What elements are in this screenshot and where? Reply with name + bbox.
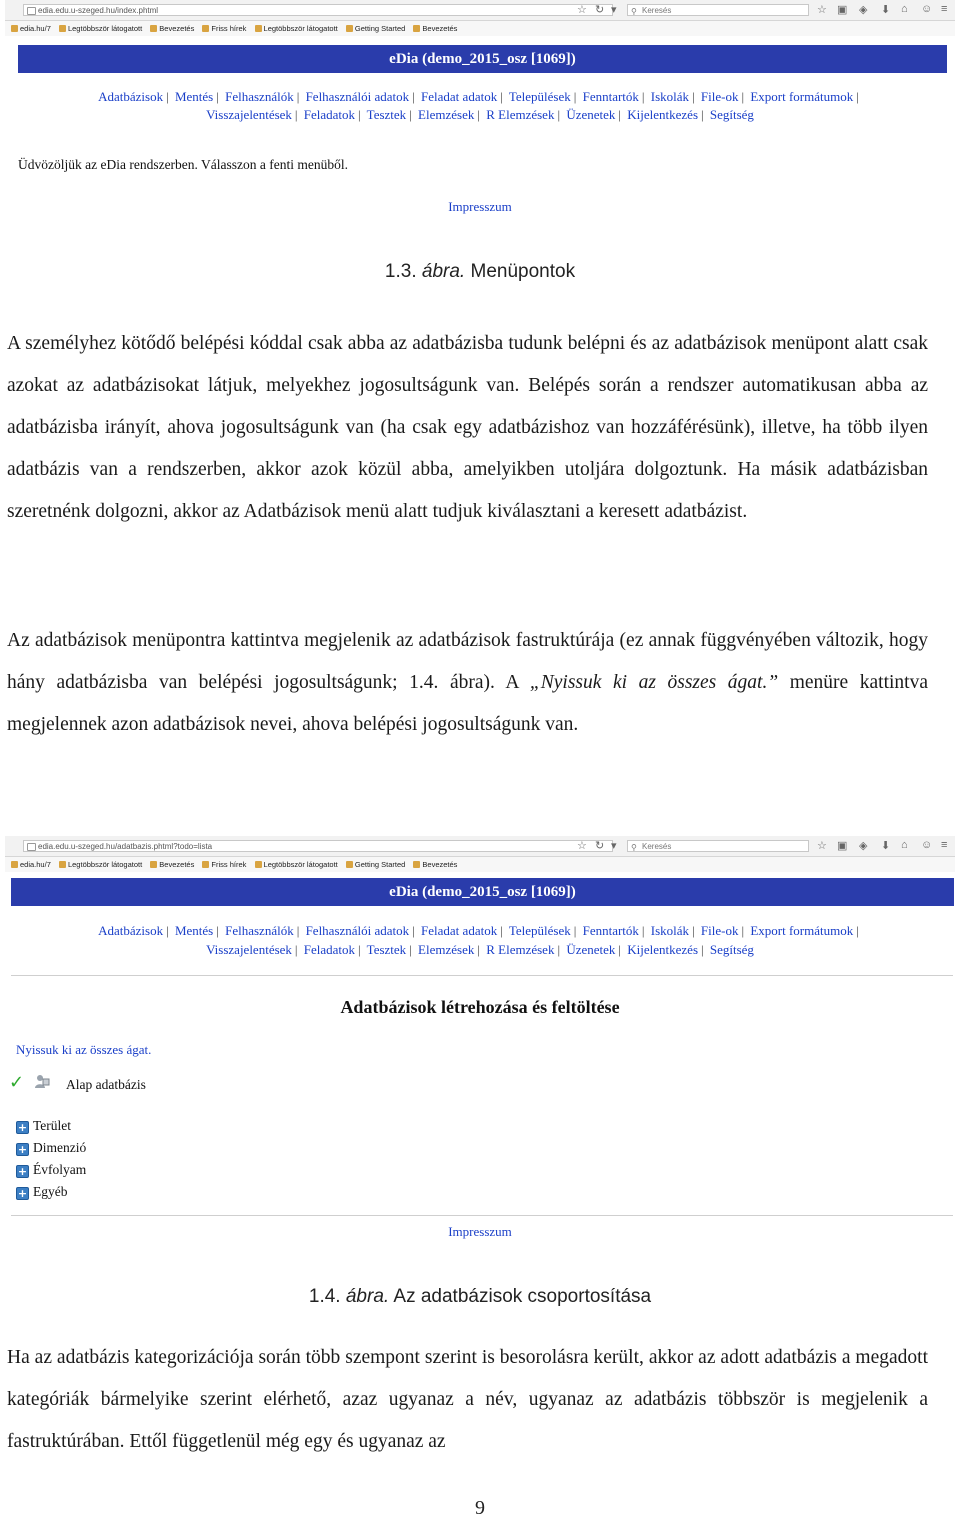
tree-node-egyeb[interactable] bbox=[16, 1184, 68, 1200]
menu-adatbazisok[interactable]: Adatbázisok bbox=[98, 923, 164, 938]
bookmark-item[interactable]: edia.hu/7 bbox=[11, 857, 51, 872]
bookmark-item[interactable]: Legtöbbször látogatott bbox=[59, 857, 142, 872]
menu-elemzesek[interactable]: Elemzések bbox=[418, 942, 475, 957]
bookmark-item[interactable]: Legtöbbször látogatott bbox=[255, 857, 338, 872]
home-icon[interactable]: ⌂ bbox=[901, 3, 908, 15]
menu-felhasznaloi-adatok[interactable]: Felhasználói adatok bbox=[305, 89, 410, 104]
menu-feladatok[interactable]: Feladatok bbox=[303, 107, 356, 122]
menu-kijelentkezes[interactable]: Kijelentkezés bbox=[627, 942, 699, 957]
caption-text: Menüpontok bbox=[470, 261, 576, 282]
figure-caption-1-3 bbox=[0, 261, 960, 283]
menu-iskolak[interactable]: Iskolák bbox=[650, 89, 690, 104]
menu-export-formatumok[interactable]: Export formátumok bbox=[750, 89, 854, 104]
app-title: eDia (demo_2015_osz [1069]) bbox=[389, 884, 576, 900]
bookmark-item[interactable]: Bevezetés bbox=[150, 857, 194, 872]
menu-mentes[interactable]: Mentés bbox=[174, 89, 214, 104]
search-input[interactable] bbox=[627, 840, 809, 852]
paragraph-2 bbox=[7, 620, 928, 746]
check-icon[interactable]: ✓ bbox=[9, 1072, 25, 1093]
search-input[interactable] bbox=[627, 4, 809, 16]
caption-number: 1.4. bbox=[308, 1286, 341, 1307]
bookmark-item[interactable]: Bevezetés bbox=[413, 857, 457, 872]
paragraph-2-part-1: Az adatbázisok menüpontra kattintva megjelenik az adatbázisok fastruktúrája (ez annak függvényében változik, hogy hány adatbázisba van belépési jogosultságunk; 1.4. ábra). A bbox=[7, 630, 928, 693]
menu-tesztek[interactable]: Tesztek bbox=[366, 107, 407, 122]
menu-mentes[interactable]: Mentés bbox=[174, 923, 214, 938]
menu-file-ok[interactable]: File-ok bbox=[700, 89, 739, 104]
user-permission-icon[interactable] bbox=[34, 1074, 50, 1089]
bookmark-item[interactable]: Bevezetés bbox=[413, 21, 457, 36]
menu-elemzesek[interactable]: Elemzések bbox=[418, 107, 475, 122]
bookmarks-bar bbox=[5, 857, 955, 872]
menu-adatbazisok[interactable]: Adatbázisok bbox=[98, 89, 164, 104]
caption-text: Az adatbázisok csoportosítása bbox=[393, 1286, 652, 1307]
reading-list-icon[interactable]: ▣ bbox=[837, 4, 848, 16]
paragraph-text: Ha az adatbázis kategorizációja során több szempont szerint is besorolásra került, akkor az adott adatbázis a megadott kategóriák bármelyike szerint elérhető, azaz ugyanaz a név, ugyanaz az adatbázis többször is megjelenik a fastruktúrában. Ettől függetlenül még egy és ugyanaz az bbox=[7, 1347, 928, 1452]
reload-icon[interactable]: ↻ bbox=[595, 840, 605, 852]
welcome-message: Üdvözöljük az eDia rendszerben. Válasszon a fenti menüből. bbox=[18, 157, 349, 172]
menu-visszajelentesek[interactable]: Visszajelentések bbox=[206, 107, 292, 122]
tree-node-terulet[interactable] bbox=[16, 1118, 71, 1134]
tree-node-label: Egyéb bbox=[33, 1184, 68, 1199]
star-icon[interactable]: ☆ bbox=[577, 840, 587, 852]
bookmark-star-icon[interactable]: ☆ bbox=[817, 840, 827, 852]
expand-plus-icon[interactable]: + bbox=[17, 1121, 28, 1134]
menu-telepulesek[interactable]: Települések bbox=[508, 923, 571, 938]
menu-fenntartok[interactable]: Fenntartók bbox=[582, 923, 639, 938]
main-menu-row-1: Adatbázisok | Mentés | Felhasználók | Felhasználói adatok | Feladat adatok | Települések | Fenntartók | Iskolák | File-ok | Export formátumok | bbox=[98, 923, 859, 938]
bookmark-star-icon[interactable]: ☆ bbox=[817, 4, 827, 16]
tree-node-evfolyam[interactable] bbox=[16, 1162, 86, 1178]
tree-node-label: Terület bbox=[33, 1118, 72, 1133]
menu-export-formatumok[interactable]: Export formátumok bbox=[750, 923, 854, 938]
menu-feladatok[interactable]: Feladatok bbox=[303, 942, 356, 957]
search-icon: ⚲ bbox=[631, 7, 637, 16]
menu-fenntartok[interactable]: Fenntartók bbox=[582, 89, 639, 104]
page-title: Adatbázisok létrehozása és feltöltése bbox=[340, 997, 620, 1017]
paragraph-3 bbox=[7, 1337, 928, 1463]
shield-icon[interactable]: ◈ bbox=[859, 840, 868, 852]
browser-toolbar bbox=[5, 0, 955, 21]
menu-icon[interactable]: ≡ bbox=[941, 839, 948, 851]
reading-list-icon[interactable]: ▣ bbox=[837, 840, 848, 852]
bookmark-item[interactable]: Friss hírek bbox=[202, 21, 246, 36]
expand-plus-icon[interactable]: + bbox=[17, 1165, 28, 1178]
paragraph-2-part-2: menüre kattintva megjelennek azon adatbázisok nevei, ahova belépési jogosultságunk van. bbox=[7, 672, 928, 735]
dropdown-icon[interactable]: ▾ bbox=[611, 840, 617, 852]
menu-icon[interactable]: ≡ bbox=[941, 3, 948, 15]
caption-number: 1.3. bbox=[384, 261, 417, 282]
tree-node-label: Dimenzió bbox=[33, 1140, 87, 1155]
caption-label: ábra. bbox=[345, 1286, 390, 1307]
quoted-menu-name: „Nyissuk ki az összes ágat.” bbox=[529, 672, 779, 693]
menu-r-elemzesek[interactable]: R Elemzések bbox=[486, 942, 555, 957]
screenshot-databases bbox=[5, 836, 955, 1248]
search-placeholder: Keresés bbox=[642, 842, 672, 851]
divider bbox=[11, 975, 953, 976]
menu-felhasznaloi-adatok[interactable]: Felhasználói adatok bbox=[305, 923, 410, 938]
menu-felhasznalok[interactable]: Felhasználók bbox=[225, 89, 294, 104]
bookmark-item[interactable]: edia.hu/7 bbox=[11, 21, 51, 36]
screenshot-menu bbox=[5, 0, 955, 222]
main-menu-row-2: Visszajelentések | Feladatok | Tesztek | Elemzések | R Elemzések | Üzenetek | Kijelentkezés | Segítség bbox=[206, 942, 754, 957]
expand-plus-icon[interactable]: + bbox=[17, 1187, 28, 1200]
menu-iskolak[interactable]: Iskolák bbox=[650, 923, 690, 938]
url-text: edia.edu.u-szeged.hu/adatbazis.phtml?todo=lista bbox=[38, 842, 213, 851]
bookmark-item[interactable]: Getting Started bbox=[346, 21, 405, 36]
menu-visszajelentesek[interactable]: Visszajelentések bbox=[206, 942, 292, 957]
bookmark-item[interactable]: Legtöbbször látogatott bbox=[59, 21, 142, 36]
bookmark-item[interactable]: Getting Started bbox=[346, 857, 405, 872]
menu-uzenetek[interactable]: Üzenetek bbox=[566, 942, 616, 957]
reload-icon[interactable]: ↻ bbox=[595, 4, 605, 16]
search-icon: ⚲ bbox=[631, 843, 637, 852]
search-placeholder: Keresés bbox=[642, 6, 672, 15]
menu-telepulesek[interactable]: Települések bbox=[508, 89, 571, 104]
browser-toolbar bbox=[5, 836, 955, 857]
bookmark-item[interactable]: Bevezetés bbox=[150, 21, 194, 36]
app-header bbox=[11, 878, 954, 906]
paragraph-text bbox=[7, 620, 928, 746]
expand-all-link[interactable]: Nyissuk ki az összes ágat. bbox=[16, 1042, 152, 1057]
divider bbox=[11, 1215, 953, 1216]
main-menu-row-1: Adatbázisok | Mentés | Felhasználók | Felhasználói adatok | Feladat adatok | Települések | Fenntartók | Iskolák | File-ok | Export formátumok | bbox=[98, 89, 859, 104]
menu-feladat-adatok[interactable]: Feladat adatok bbox=[421, 89, 498, 104]
app-header bbox=[18, 45, 947, 73]
menu-feladat-adatok[interactable]: Feladat adatok bbox=[421, 923, 498, 938]
address-bar[interactable] bbox=[23, 4, 613, 16]
info-icon bbox=[27, 7, 36, 15]
main-menu-row-2: Visszajelentések | Feladatok | Tesztek | Elemzések | R Elemzések | Üzenetek | Kijelentkezés | Segítség bbox=[206, 107, 754, 122]
star-icon[interactable]: ☆ bbox=[577, 4, 587, 16]
url-text: edia.edu.u-szeged.hu/index.phtml bbox=[38, 6, 159, 15]
bookmarks-bar bbox=[5, 21, 955, 36]
figure-caption-1-4 bbox=[0, 1286, 960, 1308]
base-database-item[interactable]: Alap adatbázis bbox=[66, 1077, 146, 1092]
menu-kijelentkezes[interactable]: Kijelentkezés bbox=[627, 107, 699, 122]
shield-icon[interactable]: ◈ bbox=[859, 4, 868, 16]
address-bar[interactable] bbox=[23, 840, 613, 852]
paragraph-1 bbox=[7, 323, 928, 533]
menu-file-ok[interactable]: File-ok bbox=[700, 923, 739, 938]
impressum-link[interactable]: Impresszum bbox=[448, 1224, 512, 1239]
bookmark-item[interactable]: Friss hírek bbox=[202, 857, 246, 872]
menu-r-elemzesek[interactable]: R Elemzések bbox=[486, 107, 555, 122]
app-title: eDia (demo_2015_osz [1069]) bbox=[389, 51, 576, 67]
chat-icon[interactable]: ☺ bbox=[921, 3, 933, 15]
bookmark-item[interactable]: Legtöbbször látogatott bbox=[255, 21, 338, 36]
menu-segitseg[interactable]: Segítség bbox=[709, 107, 754, 122]
chat-icon[interactable]: ☺ bbox=[921, 839, 933, 851]
tree-node-label: Évfolyam bbox=[33, 1162, 87, 1177]
paragraph-text: A személyhez kötődő belépési kóddal csak abba az adatbázisba tudunk belépni és az adatbázisok menüpont alatt csak azokat az adatbázisokat látjuk, melyekhez jogosultságunk van. Belépés során a rendszer automatikusan abba az adatbázisba irányít, ahova jogosultságunk van (ha csak egy adatbázishoz van hozzáférésünk), illetve, ha több ilyen adatbázis van a rendszerben, akkor azok közül abba, amelyikben utoljára dolgoztunk. Ha másik adatbázisban szeretnénk dolgozni, akkor az Adatbázisok menü alatt tudjuk kiválasztani a keresett adatbázist. bbox=[7, 333, 928, 522]
home-icon[interactable]: ⌂ bbox=[901, 839, 908, 851]
menu-segitseg[interactable]: Segítség bbox=[709, 942, 754, 957]
page-number: 9 bbox=[475, 1497, 485, 1519]
expand-plus-icon[interactable]: + bbox=[17, 1143, 28, 1156]
info-icon bbox=[27, 843, 36, 851]
menu-uzenetek[interactable]: Üzenetek bbox=[566, 107, 616, 122]
download-icon[interactable]: ⬇ bbox=[881, 4, 891, 16]
download-icon[interactable]: ⬇ bbox=[881, 840, 891, 852]
menu-tesztek[interactable]: Tesztek bbox=[366, 942, 407, 957]
tree-node-dimenzio[interactable] bbox=[16, 1140, 86, 1156]
dropdown-icon[interactable]: ▾ bbox=[611, 4, 617, 16]
menu-felhasznalok[interactable]: Felhasználók bbox=[225, 923, 294, 938]
caption-label: ábra. bbox=[421, 261, 466, 282]
impressum-link[interactable]: Impresszum bbox=[448, 199, 512, 214]
